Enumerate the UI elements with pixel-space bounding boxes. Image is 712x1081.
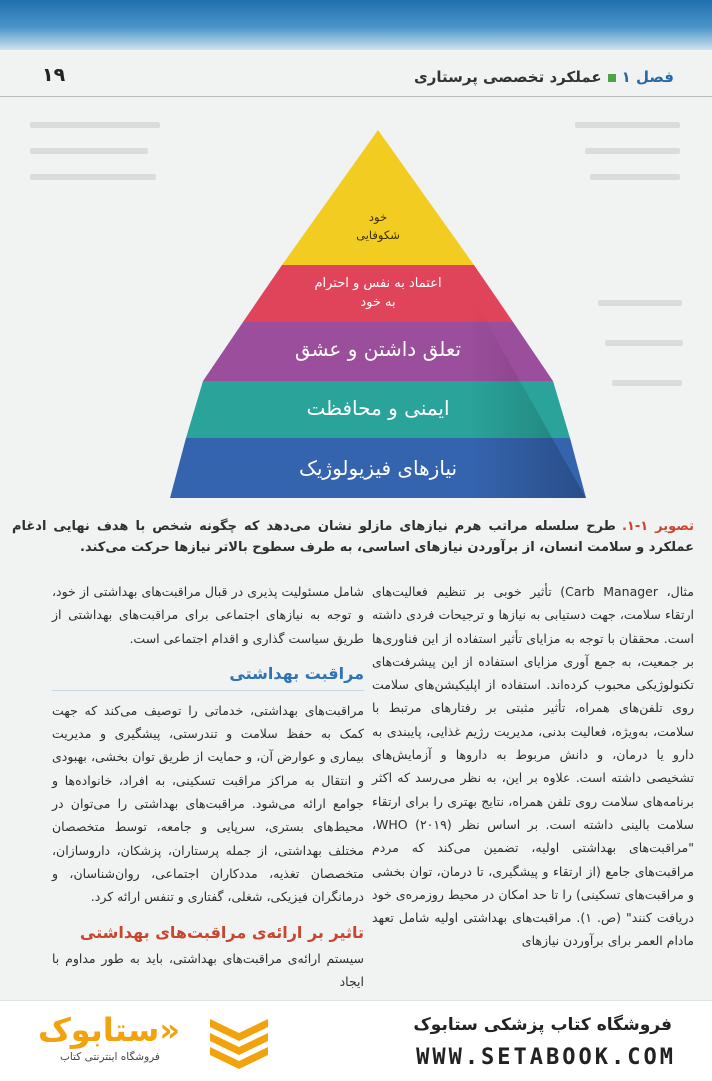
- pyramid-label-physiological: نیازهای فیزیولوژیک: [298, 456, 458, 480]
- pyramid-label-line: به خود: [360, 295, 396, 310]
- show-through-line: [30, 122, 160, 128]
- chapter-heading: [414, 68, 674, 86]
- show-through-line: [605, 340, 683, 346]
- pyramid-label-line: شکوفایی: [356, 228, 400, 242]
- pyramid-label-self-actualization: [168, 208, 588, 244]
- right-text-column: [372, 580, 694, 953]
- show-through-line: [30, 148, 148, 154]
- show-through-line: [612, 380, 682, 386]
- book-stack-logo-icon: [206, 1013, 272, 1069]
- chapter-title: عملکرد تخصصی پرستاری: [413, 68, 602, 86]
- page-header: [0, 50, 712, 98]
- left-text-column: [52, 580, 364, 993]
- chapter-number: فصل ۱: [621, 68, 674, 86]
- pyramid-label-esteem: [168, 274, 588, 312]
- pyramid-label-safety: ایمنی و محافظت: [306, 396, 450, 420]
- section-heading-health-care: مراقبت بهداشتی: [52, 662, 364, 691]
- show-through-line: [585, 148, 680, 154]
- brand-tagline: فروشگاه اینترنتی کتاب: [60, 1051, 160, 1063]
- header-divider: [0, 96, 712, 97]
- page-top-band: [0, 0, 712, 50]
- brand-name-text: ستابوک: [37, 1011, 160, 1049]
- figure-caption-text: طرح سلسله مراتب هرم نیازهای مازلو نشان می‌دهد که چگونه شخص با هدف نهایی ادغام عملکرد و سلامت انسان، از برآوردن نیازهای اساسی، به طرف سطوح بالاتر نیازها حرکت می‌کند.: [12, 519, 694, 555]
- store-name: فروشگاه کتاب پزشکی ستابوک: [413, 1015, 672, 1035]
- store-url[interactable]: WWW.SETABOOK.COM: [416, 1045, 676, 1070]
- body-paragraph: مثال، Carb Manager) تأثیر خوبی بر تنظیم فعالیت‌های ارتقاء سلامت، جهت دستیابی به نیازها و ترجیحات فردی داشته است. محققان با توجه به مزایای تأثیر استفاده از این فناوری‌ها بر جمعیت، به جمع آوری مزایای استفاده از این پیشرفت‌های تکنولوژیکی محبوب کرده‌اند. استفاده از اپلیکیشن‌های سلامت روی تلفن‌های همراه، تأثیر مثبتی بر رفتارهای مرتبط با سلامت، به‌ویژه، فعالیت بدنی، مدیریت رژیم غذایی، پایبندی به دارو یا درمان، و دانش مربوط به داروها و آزمایش‌های تشخیصی داشته است. علاوه بر این، به نظر می‌رسد که اکثر برنامه‌های سلامت روی تلفن همراه، نتایج بهتری را برای ارتقاء سلامت بالینی داشته است. بر اساس نظر WHO (۲۰۱۹)، "مراقبت‌های بهداشتی اولیه، تضمین می‌کند که مردم مراقبت‌های جامع (از ارتقاء و پیشگیری، تا درمان، توان بخشی و مراقبت‌های تسکینی) را تا حد امکان در محیط روزمره‌ی خود دریافت کنند" (ص. ۱). مراقبت‌های بهداشتی اولیه شامل تعهد مادام العمر برای برآوردن نیازهای: [372, 584, 694, 949]
- chapter-marker: [608, 74, 616, 82]
- pyramid-label-line: اعتماد به نفس و احترام: [314, 276, 442, 291]
- pyramid-graphic: [168, 130, 588, 500]
- double-chevron-icon: «: [159, 1011, 180, 1049]
- maslow-pyramid: [168, 130, 588, 500]
- figure-caption: [12, 516, 694, 558]
- intro-paragraph: شامل مسئولیت پذیری در قبال مراقبت‌های بهداشتی از خود، و توجه به نیازهای اجتماعی برای مراقبت‌های بهداشتی از طریق سیاست گذاری و اقدام اجتماعی است.: [52, 584, 364, 646]
- brand-logo: [37, 1011, 180, 1065]
- pyramid-label-belonging: تعلق داشتن و عشق: [294, 337, 462, 361]
- show-through-line: [575, 122, 680, 128]
- show-through-line: [598, 300, 682, 306]
- page-number: ۱۹: [42, 64, 66, 86]
- store-footer-banner: [0, 1000, 712, 1081]
- brand-name: [37, 1011, 180, 1049]
- impact-paragraph: سیستم ارائه‌ی مراقبت‌های بهداشتی، باید به طور مداوم با ایجاد: [52, 950, 364, 989]
- pyramid-shading: [170, 130, 586, 498]
- show-through-line: [590, 174, 680, 180]
- health-care-paragraph: مراقبت‌های بهداشتی، خدماتی را توصیف می‌کند که جهت کمک به حفظ سلامت و تندرستی، پیشگیری و مدیریت بیماری و عوارض آن، و حمایت از طریق توان بخشی، بهبودی و انتقال به مراکز مراقبت تسکینی، به افراد، خانواده‌ها و جوامع ارائه می‌شود. مراقبت‌های بهداشتی را می‌توان در محیط‌های بستری، سرپایی و جامعه، توسط متخصصان مختلف بهداشتی، از جمله پرستاران، پزشکان، داروسازان، متخصصان تغذیه، مددکاران اجتماعی، روان‌شناسان، و درمانگران فیزیکی، شغلی، گفتاری و تنفس ارائه کرد.: [52, 702, 364, 905]
- section-heading-impact: تاثیر بر ارائه‌ی مراقبت‌های بهداشتی: [79, 922, 364, 942]
- figure-caption-label: تصویر ۱-۱.: [621, 519, 694, 534]
- show-through-line: [30, 174, 156, 180]
- pyramid-label-line: خود: [368, 210, 388, 224]
